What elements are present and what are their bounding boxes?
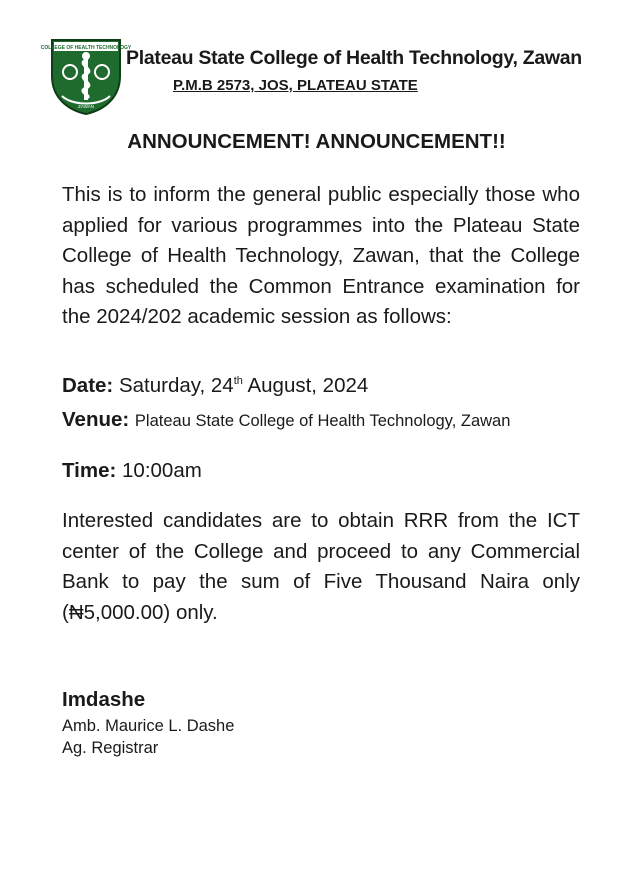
exam-date	[62, 374, 368, 398]
college-logo	[40, 36, 132, 116]
time-value: 10:00am	[122, 459, 202, 482]
signature: Imdashe	[62, 688, 146, 711]
announcement-headline: ANNOUNCEMENT! ANNOUNCEMENT!!	[127, 130, 506, 153]
exam-venue	[62, 406, 580, 435]
college-name: Plateau State College of Health Technology, Zawan	[126, 47, 582, 69]
date-value-day: Saturday, 24	[118, 374, 234, 397]
svg-text:ZAWAN: ZAWAN	[78, 104, 94, 109]
venue-label: Venue:	[62, 408, 130, 431]
date-ordinal: th	[233, 375, 243, 388]
date-label: Date:	[62, 374, 114, 397]
college-address: P.M.B 2573, JOS, PLATEAU STATE	[173, 77, 418, 94]
venue-value: Plateau State College of Health Technology, Zawan	[134, 412, 511, 430]
svg-text:COLLEGE OF HEALTH TECHNOLOGY: COLLEGE OF HEALTH TECHNOLOGY	[40, 45, 132, 51]
signatory-title: Ag. Registrar	[62, 739, 159, 757]
intro-paragraph: This is to inform the general public especially those who applied for various programmes into the Plateau State College of Health Technology, Zawan, that the College has scheduled the Common Entrance examination for the 2024/202 academic session as follows:	[62, 183, 580, 329]
signatory-name: Amb. Maurice L. Dashe	[62, 717, 235, 735]
date-value-rest: August, 2024	[247, 374, 369, 397]
payment-instructions: Interested candidates are to obtain RRR from the ICT center of the College and proceed to any Commercial Bank to pay the sum of Five Thousand Naira only (₦5,000.00) only.	[62, 509, 580, 624]
college-crest-icon	[40, 36, 132, 116]
time-label: Time:	[62, 459, 117, 482]
exam-time	[62, 459, 202, 483]
